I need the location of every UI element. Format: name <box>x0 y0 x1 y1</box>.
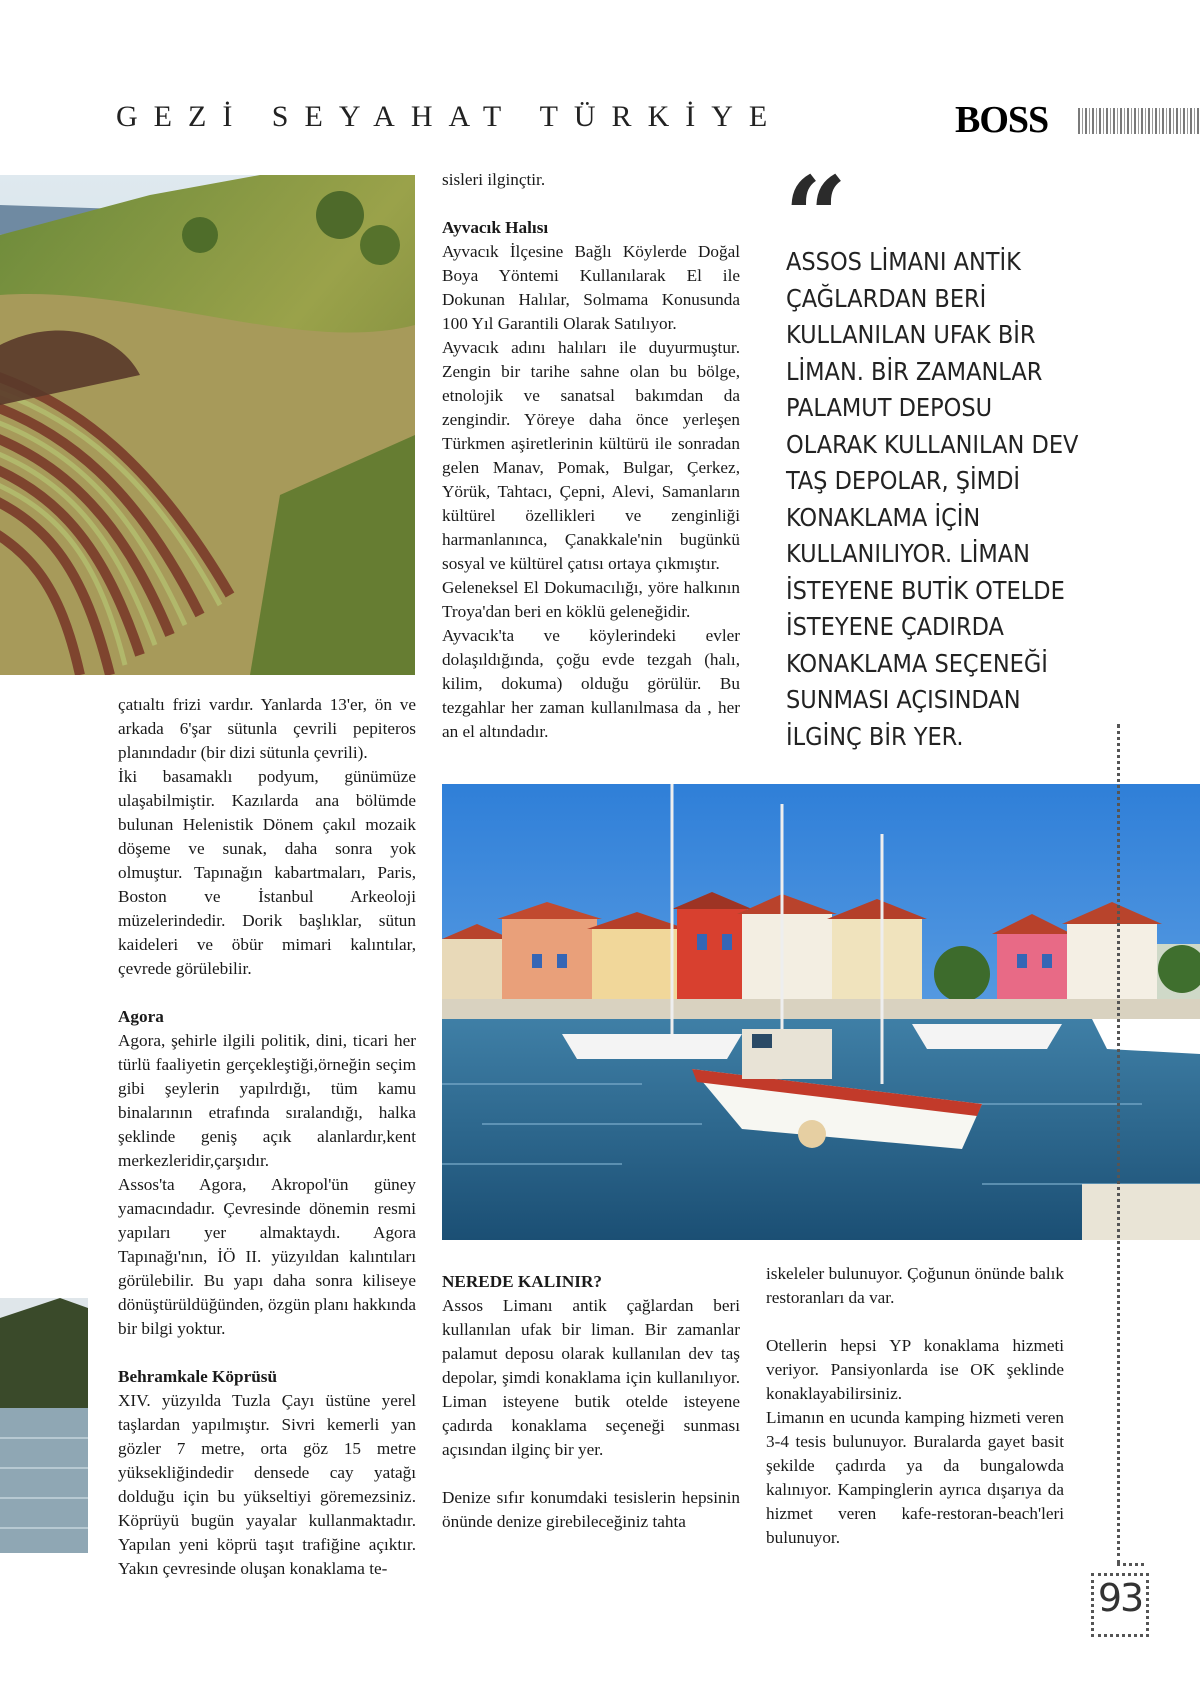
paragraph: Agora, şehirle ilgili politik, dini, ticari her türlü faaliyetin gerçekleştiği,örneğin seçim gibi şeylerin yapılrdığı, tüm kamu binalarının etrafında sıralandığı, halka şeklinde geniş açık alanlardır,kent merkezleridir,çarşıdır. <box>118 1031 416 1170</box>
coast-photo-strip <box>0 1298 88 1553</box>
section-title: GEZİ SEYAHAT TÜRKİYE <box>116 100 784 133</box>
quote-mark-icon: “ <box>784 152 848 281</box>
magazine-logo: BOSS <box>955 99 1049 141</box>
decorative-barcode <box>1078 108 1200 134</box>
subheading-agora: Agora <box>118 1007 164 1026</box>
paragraph: Otellerin hepsi YP konaklama hizmeti veriyor. Pansiyonlarda ise OK şeklinde konaklayabilirsiniz. <box>766 1336 1064 1403</box>
paragraph: sisleri ilginçtir. <box>442 170 546 189</box>
subheading-ayvacik-carpet: Ayvacık Halısı <box>442 218 549 237</box>
paragraph: Ayvacık adını halıları ile duyurmuştur. Zengin bir tarihe sahne olan bu bölge, etnolojik ve sanatsal bakımdan da zengindir. Yöreye daha önce yerleşen Türkmen aşiretlerinin kültürü ile sonradan gelen Manav, Pomak, Bulgar, Çerkez, Yörük, Tahtacı, Çepni, Alevi, Samanların kültürel özellikleri ve zenginliği harmanlanınca, Çanakkale'nin bugünkü sosyal ve kültürel çatısı ortaya çıkmıştır. <box>442 338 740 573</box>
paragraph: Ayvacık'ta ve köylerindeki evler dolaşıldığında, çoğu evde tezgah (halı, kilim, dokuma) olduğu görülür. Bu tezgahlar her zaman kullanılmasa da , her an el altındadır. <box>442 626 740 741</box>
decorative-dotted-line <box>1117 724 1120 1564</box>
paragraph: iskeleler bulunuyor. Çoğunun önünde balık restoranları da var. <box>766 1264 1064 1307</box>
paragraph: Assos'ta Agora, Akropol'ün güney yamacındadır. Çevresinde dönemin resmi yapıları yer almaktaydı. Agora Tapınağı'nın, İÖ II. yüzyıldan kalıntıları görülebilir. Bu yapı daha sonra kiliseye dönüştürüldüğünden, özgün planı hakkında bir bilgi yoktur. <box>118 1175 416 1338</box>
harbour-photo <box>442 784 1200 1240</box>
subheading-behramkale-bridge: Behramkale Köprüsü <box>118 1367 278 1386</box>
pull-quote: ASSOS LİMANI ANTİK ÇAĞLARDAN BERİ KULLANILAN UFAK BİR LİMAN. BİR ZAMANLAR PALAMUT DEPOSU OLARAK KULLANILAN DEV TAŞ DEPOLAR, ŞİMDİ KONAKLAMA İÇİN KULLANILIYOR. LİMAN İSTEYENE BUTİK OTELDE İSTEYENE ÇADIRDA KONAKLAMA SEÇENEĞİ SUNMASI AÇISINDAN İLGİNÇ BİR YER. <box>786 247 1079 751</box>
page-number: 93 <box>1097 1576 1143 1620</box>
decorative-dotted-line <box>1117 1563 1144 1566</box>
paragraph: Limanın en ucunda kamping hizmeti veren 3-4 tesis bulunuyor. Buralarda gayet basit şekilde çadırda ya da bungalowda kalınıyor. Kampinglerin ayrıca dışarıya da hizmet veren kafe-restoran-beach'leri bulunuyor. <box>766 1408 1064 1547</box>
article-column-right-bottom <box>766 1262 1064 1550</box>
paragraph: Assos Limanı antik çağlardan beri kullanılan ufak bir liman. Bir zamanlar palamut deposu olarak kullanılan dev taş depolar, şimdi konaklama için kullanılıyor. Liman isteyene butik otelde isteyene çadırda konaklama seçeneği sunması açısından ilginç bir yer. <box>442 1296 740 1459</box>
paragraph: Denize sıfır konumdaki tesislerin hepsinin önünde denize girebileceğiniz tahta <box>442 1488 740 1531</box>
paragraph: çatıaltı frizi vardır. Yanlarda 13'er, ön ve arkada 6'şar sütunla çevrili pepiteros planındadır (bir dizi sütunla çevrili). <box>118 695 416 762</box>
lead-paragraph: Ayvacık İlçesine Bağlı Köylerde Doğal Boya Yöntemi Kullanılarak El ile Dokunan Halılar, Solmama Konusunda 100 Yıl Garantili Olarak Satılıyor. <box>442 242 740 333</box>
subheading-where-to-stay: NEREDE KALINIR? <box>442 1272 602 1291</box>
article-column-left <box>118 693 416 1581</box>
paragraph: Geleneksel El Dokumacılığı, yöre halkının Troya'dan beri en köklü geleneğidir. <box>442 578 740 621</box>
paragraph: İki basamaklı podyum, günümüze ulaşabilmiştir. Kazılarda ana bölümde bulunan Helenistik Dönem çakıl mozaik döşeme ve sunak, daha sonra yok olmuştur. Tapınağın kabartmaları, Paris, Boston ve İstanbul Arkeoloji müzelerindedir. Dorik başlıklar, sütun kaideleri ve öbür mimari kalıntılar, çevrede görülebilir. <box>118 767 416 978</box>
paragraph: XIV. yüzyılda Tuzla Çayı üstüne yerel taşlardan yapılmıştır. Sivri kemerli yan gözler 7 metre, orta göz 15 metre yüksekliğindedir densede cay yatağı dolduğu için bu yükseltiyi göremezsiniz. Köprüyü bugün yayalar kullanmaktadır. Yapılan yeni köprü taşıt trafiğine açıktır. Yakın çevresinde oluşan konaklama te- <box>118 1391 416 1578</box>
theatre-photo <box>0 175 415 675</box>
article-column-middle-bottom <box>442 1270 740 1534</box>
article-column-middle <box>442 168 740 744</box>
